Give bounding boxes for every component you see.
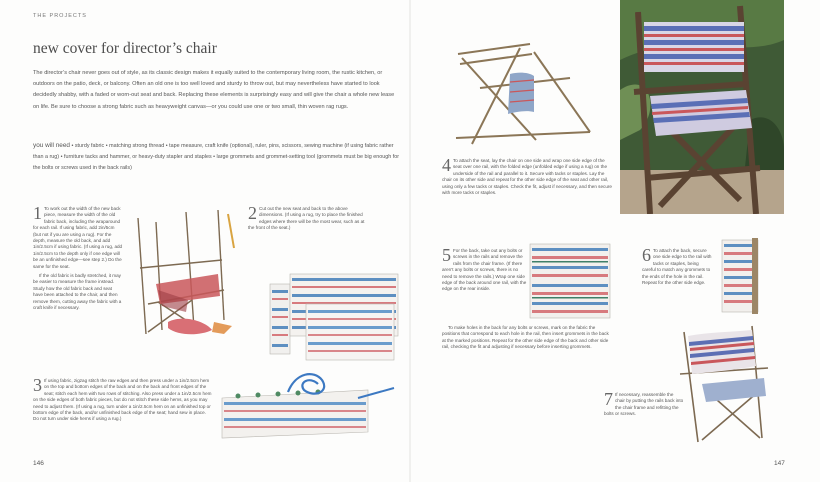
step-text: To attach the seat, lay the chair on one side and wrap one side edge of the seat over one rail, with the folded edge (unfolded edge if using a rug) on the underside of the rail and parallel to it. Secure with tacks or staples. Lay the chair on its other side and repeat for the other side edge of the seat and other rail, using only a few tacks or staples. Check the fit, adjust if necessary, and then secure with more tacks or staples. <box>442 158 612 196</box>
section-header: THE PROJECTS <box>33 13 87 19</box>
hem-illustration-step-3 <box>218 368 404 444</box>
step-number: 1 <box>33 203 42 223</box>
step-text: If necessary, reassemble the chair by putting the rails back into the chair frame and refitting the bolts or screws. <box>604 392 684 417</box>
step-7 <box>604 389 684 418</box>
you-will-need-label: you will need <box>33 142 70 149</box>
step-5 <box>442 245 528 293</box>
step-6 <box>642 245 712 286</box>
step-1 <box>33 203 123 312</box>
step-text: To attach the back, secure one side edge to the rail with tacks or staples, being careful to match any grommets to the ends of the hole in the rail. Repeat for the other side edge. <box>642 248 712 286</box>
back-rug-illustration-step-5 <box>528 240 614 322</box>
cut-rugs-illustration-step-2 <box>266 264 406 364</box>
chair-photo-image <box>620 0 784 214</box>
you-will-need-list: • sturdy fabric • matching strong thread • tape measure, craft knife (optional), ruler, pins, scissors, sewing machine (if using fabric rather than a rug) • furniture tacks and hammer, or heavy-duty stapler and staples • large grommets and grommet-setting tool (grommets must be big enough for the bolts or screws used in the back rails) <box>33 143 400 171</box>
page-number-left: 146 <box>33 460 44 467</box>
step-4 <box>442 155 612 196</box>
page-title: new cover for director’s chair <box>33 40 217 57</box>
chair-photo <box>620 0 784 214</box>
step-number: 2 <box>248 203 257 223</box>
chair-illustration-step-1 <box>128 204 246 352</box>
step-number: 3 <box>33 375 42 395</box>
step-number: 6 <box>642 245 651 265</box>
step-text: To work out the width of the new back piece, measure the width of the old fabric back, including the wraparound for each rail. If using fabric, add 2in/5cm (but not if you are using a rug). For the depth, measure the old back, and add 1in/2.5cm if using fabric. (If using a rug, add 1in/2.5cm to the depth only if one edge will be an unfinished edge—see step 2.) Do the same for the seat. <box>33 206 123 269</box>
step-text-2: If the old fabric is badly stretched, it may be easier to measure the frame instead. Study how the old fabric back and seat have been attached to the chair, and then remove them, cutting away the fabric with a craft knife if necessary. <box>33 273 122 311</box>
step-5-continued: To make holes in the back for any bolts or screws, mark on the fabric the positions that correspond to each hole in the rail, then insert grommets in the back at the marked positions. Repeat for the other side edge of the back and other side rail, checking the fit and adjusting if necessary before inserting grommets. <box>442 325 609 350</box>
gutter <box>409 0 411 482</box>
step-number: 7 <box>604 389 613 409</box>
folded-chair-illustration-step-4 <box>450 28 600 152</box>
step-2 <box>248 203 370 232</box>
step-text: For the back, take out any bolts or screws in the rails and remove the rails from the chair frame. (If there aren’t any bolts or screws, there is no need to remove the rails.) Wrap one side edge of the back around one rail, with the edge on the rear inside. <box>442 248 527 292</box>
you-will-need <box>33 140 401 174</box>
step-3 <box>33 375 213 423</box>
step-number: 5 <box>442 245 451 265</box>
page-number-right: 147 <box>774 460 785 467</box>
step-number: 4 <box>442 155 451 175</box>
step-text: If using fabric, zigzag stitch the raw edges and then press under a 1in/2.5cm hem on the top and bottom edges of the back and on the back and front edges of the seat; stitch each hem with two rows of stitching. Also press under a 1in/2.5cm hem on the side edges of both fabric pieces, but do not stitch these side hems, as you may need to adjust them. (If using a rug, turn under a 1in/2.5cm hem on an unfinished top or bottom edge of the back, and/or unfinished back edge of the seat; hand sew in place. Do not turn under side hems if using a rug.) <box>33 378 212 422</box>
intro-paragraph: The director’s chair never goes out of style, as its classic design makes it equally suited to the contemporary living room, the rustic kitchen, or outdoors on the patio, deck, or balcony. Often an old one is too well loved and sturdy to throw out, but may nevertheless have started to look decidedly shabby, with a faded or worn-out seat and back. Replacing these elements is surprisingly easy and will give the chair a whole new lease on life. Be sure to choose a strong fabric such as heavyweight canvas—or you could use one or two small, thin woven rag rugs. <box>33 70 395 110</box>
reassembled-chair-illustration-step-7 <box>672 322 788 446</box>
rail-rug-illustration-step-6 <box>716 236 766 316</box>
step-text: Cut out the new seat and back to the above dimensions. (If using a rug, try to place the finished edges where there will be the most wear, such as at the front of the seat.) <box>248 206 365 231</box>
